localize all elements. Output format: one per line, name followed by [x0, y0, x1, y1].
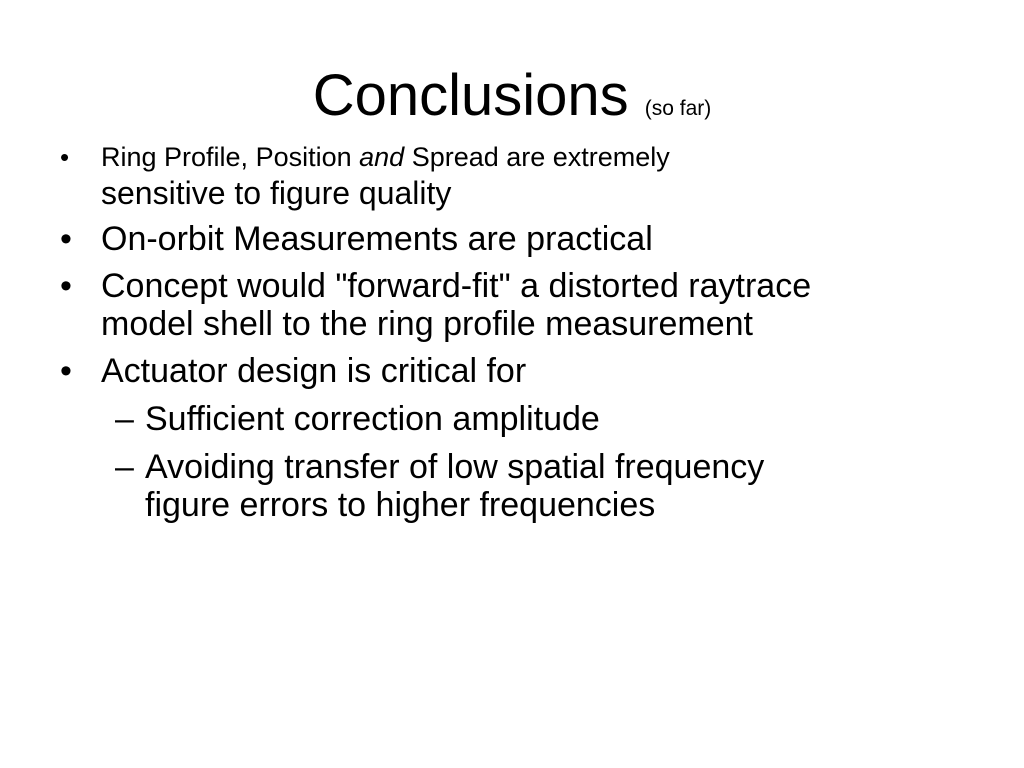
sub-bullet-line: figure errors to higher frequencies: [145, 486, 656, 524]
bullet-text: [101, 220, 653, 258]
bullet-line: [101, 140, 670, 174]
bullet-text: [101, 267, 811, 343]
bullet-text-segment: Ring Profile, Position: [101, 142, 360, 172]
sub-bullet-line: Avoiding transfer of low spatial frequency: [145, 448, 765, 486]
sub-bullet-marker: –: [115, 400, 134, 438]
bullet-emphasis: and: [359, 142, 405, 172]
sub-bullet-marker: –: [115, 448, 134, 486]
bullet-line: model shell to the ring profile measurement: [101, 305, 753, 343]
bullet-marker: •: [60, 352, 72, 390]
title-note: (so far): [644, 97, 712, 120]
sub-bullet-text: [145, 400, 600, 438]
sub-bullet-text: [145, 448, 764, 524]
bullet-line: On-orbit Measurements are practical: [101, 220, 653, 258]
bullet-marker: •: [60, 220, 72, 258]
bullet-marker: •: [60, 267, 72, 305]
bullet-line: Actuator design is critical for: [101, 352, 527, 390]
bullet-line: sensitive to figure quality: [101, 175, 452, 211]
bullet-line: Concept would "forward-fit" a distorted raytrace: [101, 267, 812, 305]
bullet-text-segment: Spread are extremely: [404, 142, 670, 172]
bullet-text: [101, 352, 526, 390]
sub-bullet-line: Sufficient correction amplitude: [145, 400, 600, 438]
title-main: Conclusions: [312, 63, 629, 128]
slide-title: [0, 60, 1024, 145]
bullet-marker: •: [60, 142, 70, 172]
